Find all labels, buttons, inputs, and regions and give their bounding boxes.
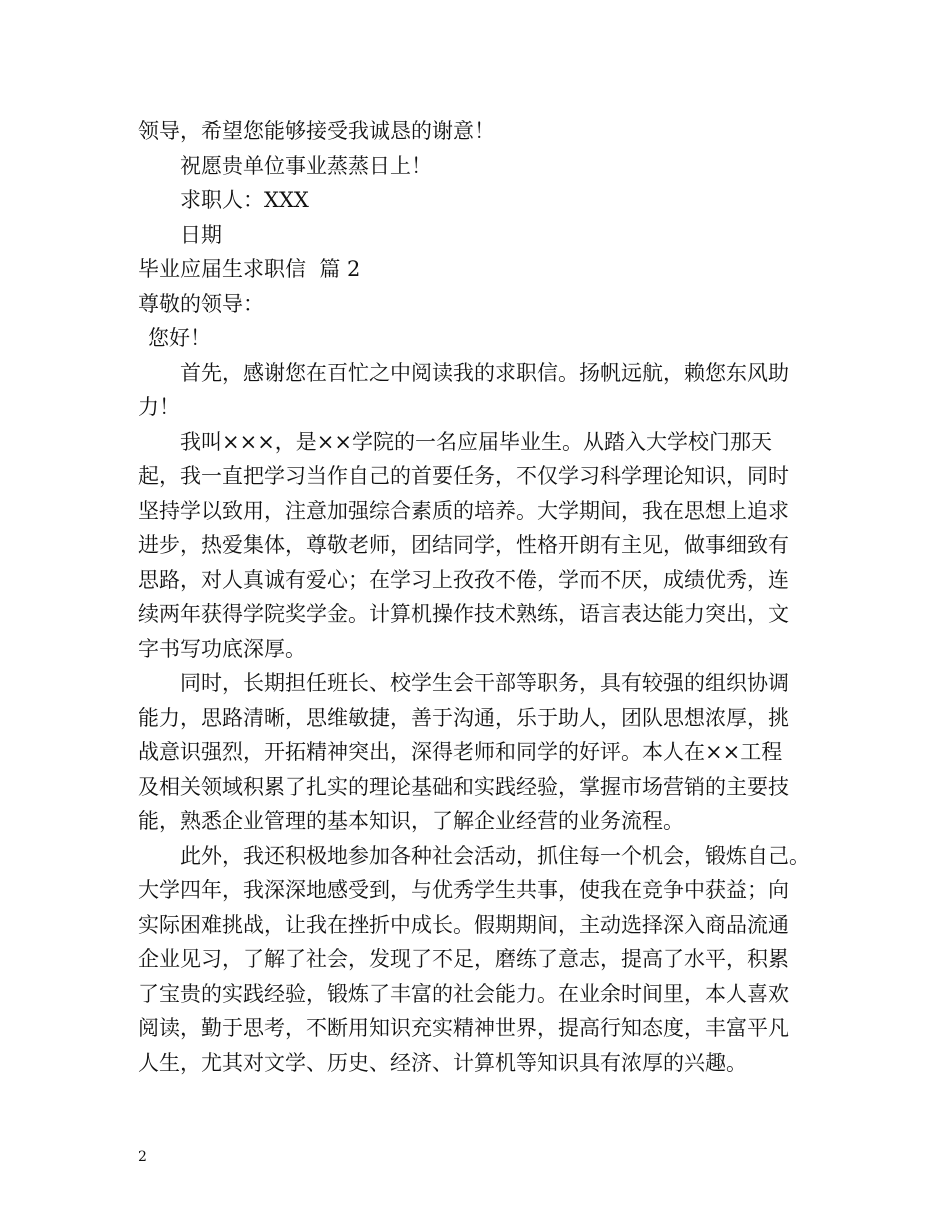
page-number: 2 xyxy=(138,1149,147,1165)
closing-wish-line: 祝愿贵单位事业蒸蒸日上！ xyxy=(180,153,432,178)
paragraph-line: 进步，热爱集体，尊敬老师，团结同学，性格开朗有主见，做事细致有 xyxy=(138,533,789,557)
paragraph-line: 实际困难挑战，让我在挫折中成长。假期期间，主动选择深入商品流通 xyxy=(138,912,789,937)
applicant-signature-line: 求职人：XXX xyxy=(180,188,309,212)
document-body xyxy=(138,114,828,1080)
paragraph-line: 能，熟悉企业管理的基本知识，了解企业经营的业务流程。 xyxy=(138,809,684,833)
paragraph-line: 大学四年，我深深地感受到，与优秀学生共事，使我在竞争中获益；向 xyxy=(138,878,789,902)
paragraph-line: 首先，感谢您在百忙之中阅读我的求职信。扬帆远航，赖您东风助 xyxy=(180,360,789,385)
paragraph-line: 力！ xyxy=(138,395,180,419)
paragraph-line: 思路，对人真诚有爱心；在学习上孜孜不倦，学而不厌，成绩优秀，连 xyxy=(138,567,789,592)
paragraph-line: 人生，尤其对文学、历史、经济、计算机等知识具有浓厚的兴趣。 xyxy=(138,1050,747,1075)
paragraph-line: 及相关领域积累了扎实的理论基础和实践经验，掌握市场营销的主要技 xyxy=(138,774,789,799)
paragraph-line: 战意识强烈，开拓精神突出，深得老师和同学的好评。本人在××工程 xyxy=(138,740,783,764)
paragraph-line: 坚持学以致用，注意加强综合素质的培养。大学期间，我在思想上追求 xyxy=(138,498,789,523)
paragraph-line: 我叫×××，是××学院的一名应届毕业生。从踏入大学校门那天 xyxy=(180,429,772,454)
paragraph-line: 企业见习，了解了社会，发现了不足，磨练了意志，提高了水平，积累 xyxy=(138,947,789,971)
section-heading: 毕业应届生求职信 篇 2 xyxy=(138,257,361,281)
greeting: 您好！ xyxy=(148,326,211,350)
paragraph-line: 了宝贵的实践经验，锻炼了丰富的社会能力。在业余时间里，本人喜欢 xyxy=(138,981,789,1006)
paragraph-line: 字书写功底深厚。 xyxy=(138,636,306,661)
paragraph-line: 阅读，勤于思考，不断用知识充实精神世界，提高行知态度，丰富平凡 xyxy=(138,1016,789,1040)
date-line: 日期 xyxy=(180,222,222,247)
paragraph-line: 同时，长期担任班长、校学生会干部等职务，具有较强的组织协调 xyxy=(180,671,789,695)
text-line: 领导，希望您能够接受我诚恳的谢意！ xyxy=(138,119,495,143)
paragraph-line: 此外，我还积极地参加各种社会活动，抓住每一个机会，锻炼自己。 xyxy=(180,843,810,868)
paragraph-line: 起，我一直把学习当作自己的首要任务，不仅学习科学理论知识，同时 xyxy=(138,464,789,488)
salutation: 尊敬的领导： xyxy=(138,291,264,316)
paragraph-line: 续两年获得学院奖学金。计算机操作技术熟练，语言表达能力突出，文 xyxy=(138,602,789,626)
paragraph-line: 能力，思路清晰，思维敏捷，善于沟通，乐于助人，团队思想浓厚，挑 xyxy=(138,705,789,730)
